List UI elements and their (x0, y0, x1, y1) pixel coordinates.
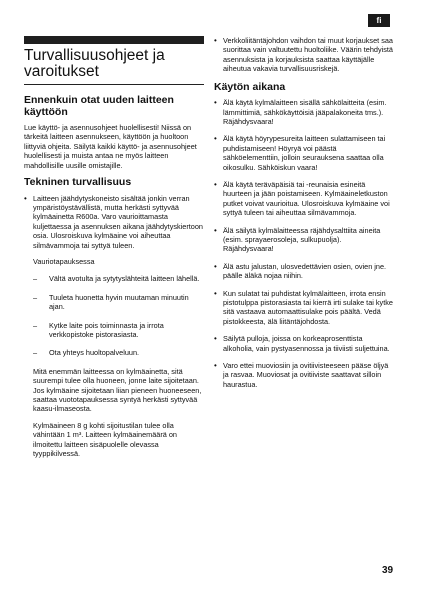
language-tab: fi (368, 14, 390, 27)
intro-paragraph: Lue käyttö- ja asennusohjeet huolellisesti! Niissä on tärkeitä laitteen asennukseen, käyttöön ja huoltoon liittyviä ohjeita. Säilytä kaikki käyttö- ja asennusohjeet huolellisesti ja muista antaa ne myös laitteen mahdollisille uusille omistajille. (24, 123, 197, 170)
repair-list (214, 36, 394, 74)
page-number: 39 (382, 565, 394, 576)
damage-label: Vauriotapauksessa (33, 256, 95, 266)
list-item (24, 194, 204, 358)
list-item: • Säilytä pulloja, joissa on korkeaprosenttista alkoholia, vain pystyasennossa ja tiiviisti suljettuina. (214, 334, 394, 353)
list-item: • Kun sulatat tai puhdistat kylmälaitteen, irrota ensin pistotulppa pistorasiasta tai kierrä irti sulake tai kytke sitä vastaava automaattisulake pois päältä. Vedä pistokkeesta, älä liitäntäjohdosta. (214, 289, 394, 327)
damage-step: – Tuuleta huonetta hyvin muutaman minuutin ajan. (33, 293, 204, 312)
room-size-paragraph: Mitä enemmän laitteessa on kylmäainetta, sitä suurempi tulee olla huoneen, jonne laite sijoitetaan. Jos kylmäaine sijoitetaan liian pieneen huoneeseen, saattaa vuototapauksessa syntyä herkästi syttyvää kaasu-ilmaseosta. (33, 366, 202, 414)
during-use-list (214, 98, 394, 389)
section-heading-during-use: Käytön aikana (214, 80, 286, 93)
damage-step: – Vältä avotulta ja sytytyslähteitä laitteen lähellä. (33, 274, 204, 283)
page-title: Turvallisuusohjeet ja varoitukset (24, 47, 165, 80)
damage-step: – Ota yhteys huoltopalveluun. (33, 348, 204, 357)
list-item: • Älä käytä kylmälaitteen sisällä sähkölaitteita (esim. lämmittimiä, sähkökäyttöisiä jääpalakoneita tms.). Räjähdysvaara! (214, 98, 394, 126)
right-column (214, 36, 394, 397)
list-item: • Älä käytä teräväpäisiä tai -reunaisia esineitä huurteen ja jään poistamiseen. Kylmäaineletkuston putket voivat vaurioitua. Ulosroiskuva kylmäaine voi syttyä tuleen tai aiheuttaa silmävammoja. (214, 180, 394, 218)
list-item: • Älä astu jalustan, ulosvedettävien osien, ovien jne. päälle äläkä nojaa niihin. (214, 262, 394, 281)
damage-step: – Kytke laite pois toiminnasta ja irrota verkkopistoke pistorasiasta. (33, 321, 204, 340)
list-item: • Älä säilytä kylmälaitteessa räjähdysalttiita aineita (esim. sprayaerosoleja, sulkupuolja). Räjähdysvaara! (214, 226, 394, 254)
list-item: • Älä käytä höyrypesureita laitteen sulattamiseen tai puhdistamiseen! Höyryä voi päästä sähköelementtiin, jolloin seurauksena saattaa olla oikosulku. Sähköiskun vaara! (214, 134, 394, 172)
technical-safety-list (24, 194, 204, 358)
left-column (24, 36, 204, 465)
title-bar (24, 36, 204, 44)
title-rule (24, 84, 204, 85)
refrigerant-volume-paragraph: Kylmäaineen 8 g kohti sijoitustilan tulee olla vähintään 1 m³. Laitteen kylmäainemäärä on ilmoitettu laitteen sisäpuolelle olevassa tyyppikilvessä. (33, 420, 177, 459)
section-heading-technical-safety: Tekninen turvallisuus (24, 176, 132, 189)
refrigerant-warning: • Laitteen jäähdytyskoneisto sisältää jonkin verran ympäristöystävällistä, mutta herkästi syttyvää kylmäainetta R600a. Varo vaurioittamasta kuljettaessa ja asennuksen aikana jäähdytyskiertoon osia. Ulosroiskuva kylmäaine voi aiheuttaa silmävammoja tai syttyä tuleen. (33, 193, 203, 250)
section-heading-before-use: Ennenkuin otat uuden laitteen käyttöön (24, 94, 174, 118)
list-item: • Varo ettei muoviosiin ja ovitiivisteeseen pääse öljyä ja rasvaa. Muoviosat ja ovitiiviste saattavat silloin haurastua. (214, 361, 394, 389)
list-item: • Verkkoliitäntäjohdon vaihdon tai muut korjaukset saa suorittaa vain valtuutettu huoltoliike. Väärin tehdyistä asennuksista ja korjauksista saattaa käyttäjälle aiheutua vakavia turvallisuusriskejä. (214, 36, 394, 74)
